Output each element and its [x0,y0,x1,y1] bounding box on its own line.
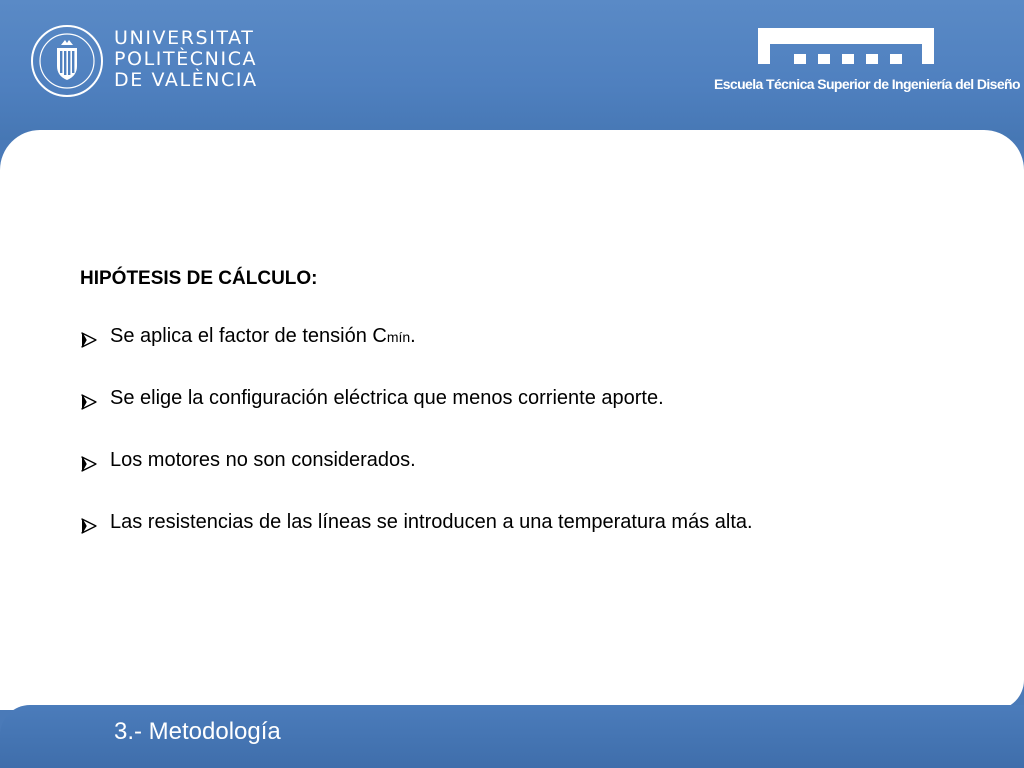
arrow-bullet-icon [80,517,98,535]
university-name [114,28,258,91]
university-name-line-1: UNIVERSITAT [114,27,255,49]
bullet-text: Se elige la configuración eléctrica que menos corriente aporte. [110,387,664,409]
slide-content-area [0,130,1024,710]
bullet-text [110,325,416,348]
bullet-subscript: mín [386,329,411,345]
bullet-suffix: . [410,325,416,347]
university-name-line-3: DE VALÈNCIA [114,69,258,91]
upv-seal-logo [30,24,104,98]
bullet-text-main: Se aplica el factor de tensión C [110,325,387,347]
slide-heading: HIPÓTESIS DE CÁLCULO: [80,268,318,289]
section-title: 3.- Metodología [114,718,281,745]
school-name: Escuela Técnica Superior de Ingeniería del Diseño [714,76,1020,92]
etsid-logo [758,28,934,72]
arrow-bullet-icon [80,331,98,349]
bullet-text: Los motores no son considerados. [110,449,416,471]
arrow-bullet-icon [80,455,98,473]
university-name-line-2: POLITÈCNICA [114,48,258,70]
bullet-text: Las resistencias de las líneas se introducen a una temperatura más alta. [110,511,753,533]
arrow-bullet-icon [80,393,98,411]
